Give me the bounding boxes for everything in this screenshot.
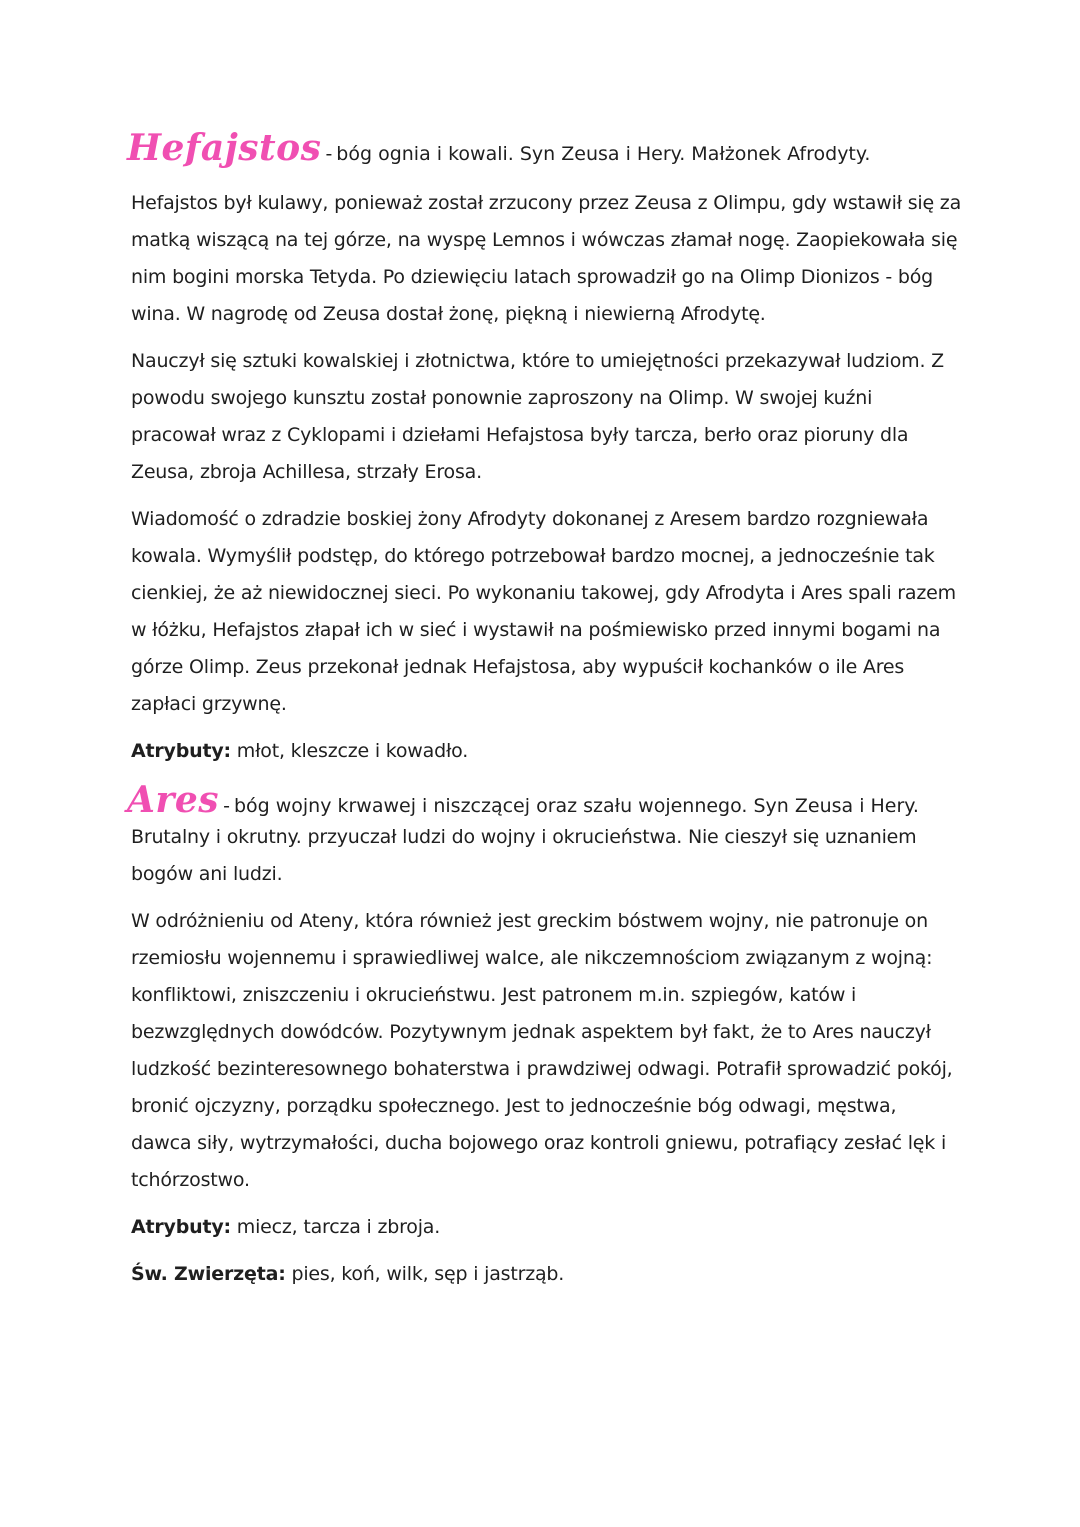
animals-label: Św. Zwierzęta:	[131, 1263, 286, 1285]
attributes-value: miecz, tarcza i zbroja.	[236, 1216, 441, 1238]
ares-paragraph-1: W odróżnieniu od Ateny, która również jest greckim bóstwem wojny, nie patronuje on rzemiosłu wojennemu i sprawiedliwej walce, ale nikczemnościom związanym z wojną: konfliktowi, zniszczeniu i okrucieństwu. Jest patronem m.in. szpiegów, katów i bezwzględnych dowódców. Pozytywnym jednak aspektem był fakt, że to Ares nauczył ludzkość bezinteresownego bohaterstwa i prawdziwej odwagi. Potrafił sprowadzić pokój, bronić ojczyzny, porządku społecznego. Jest to jednocześnie bóg odwagi, męstwa, dawca siły, wytrzymałości, ducha bojowego oraz kontroli gniewu, potrafiący zesłać lęk i tchórzostwo.	[131, 910, 953, 1191]
attributes-value: młot, kleszcze i kowadło.	[236, 740, 469, 762]
hephaestus-paragraph-1: Hefajstos był kulawy, ponieważ został zrzucony przez Zeusa z Olimpu, gdy wstawił się za matką wiszącą na tej górze, na wyspę Lemnos i wówczas złamał nogę. Zaopiekowała się nim bogini morska Tetyda. Po dziewięciu latach sprowadził go na Olimp Dionizos - bóg wina. W nagrodę od Zeusa dostał żonę, piękną i niewierną Afrodytę.	[131, 192, 962, 325]
hephaestus-name: Hefajstos	[127, 127, 322, 169]
heading-dash: -	[223, 795, 230, 817]
ares-description: bóg wojny krwawej i niszczącej oraz szału wojennego. Syn Zeusa i Hery.	[233, 795, 919, 817]
ares-name: Ares	[127, 779, 220, 821]
hephaestus-heading	[127, 127, 961, 169]
hephaestus-attributes	[131, 733, 961, 770]
hephaestus-paragraph-3: Wiadomość o zdradzie boskiej żony Afrodyty dokonanej z Aresem bardzo rozgniewała kowala. Wymyślił podstęp, do którego potrzebował bardzo mocnej, a jednocześnie tak cienkiej, że aż niewidocznej sieci. Po wykonaniu takowej, gdy Afrodyta i Ares spali razem w łóżku, Hefajstos złapał ich w sieć i wystawił na pośmiewisko przed innymi bogami na górze Olimp. Zeus przekonał jednak Hefajstosa, aby wypuścił kochanków o ile Ares zapłaci grzywnę.	[131, 508, 956, 715]
attributes-label: Atrybuty:	[131, 740, 231, 762]
heading-dash: -	[325, 143, 333, 165]
hephaestus-paragraph-2: Nauczył się sztuki kowalskiej i złotnictwa, które to umiejętności przekazywał ludziom. Z powodu swojego kunsztu został ponownie zaproszony na Olimp. W swojej kuźni pracował wraz z Cyklopami i dziełami Hefajstosa były tarcza, berło oraz pioruny dla Zeusa, zbroja Achillesa, strzały Erosa.	[131, 350, 944, 483]
hephaestus-description: bóg ognia i kowali. Syn Zeusa i Hery. Małżonek Afrodyty.	[336, 143, 871, 165]
animals-value: pies, koń, wilk, sęp i jastrząb.	[291, 1263, 565, 1285]
document-page	[127, 127, 962, 1293]
ares-attributes	[131, 1209, 961, 1246]
attributes-label: Atrybuty:	[131, 1216, 231, 1238]
ares-heading	[127, 779, 961, 821]
ares-animals	[131, 1256, 961, 1293]
ares-intro: Brutalny i okrutny. przyuczał ludzi do wojny i okrucieństwa. Nie cieszył się uznaniem bogów ani ludzi.	[131, 826, 917, 885]
